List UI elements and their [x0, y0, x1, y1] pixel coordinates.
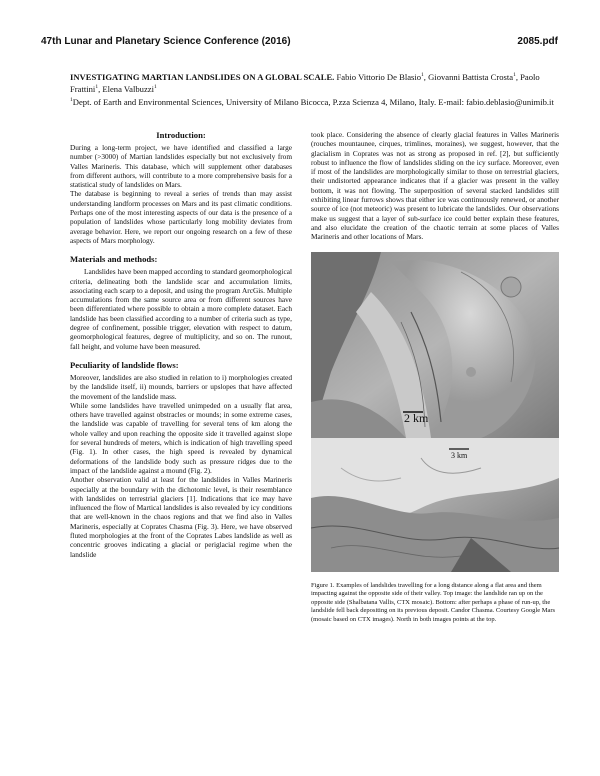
paragraph: took place. Considering the absence of clearly glacial features in Valles Marineris (rouches mountaunee, cirques, trimlines, moraines), we suggest, however, that the glacialism in Coprates was not as strong as proposed in ref. [2], but sufficiently robust to influence the flow of landslides sliding on the icy surface. Moreover, even if most of the landslides are morphologically similar to those on terrestrial glaciers, their undistorted appearance indicates that if a glacier was present in the valley bottom, it was not flowing. The superposition of several stacked landslides still exhibiting linear furrows shows that either ice was continuously renewed, or another source of ice (not meteoric) was present to lubricate the landslides. Our observations make us suggest that a layer of sub-surface ice could better explain these features, and also elucidate the creation of the chaotic terrain at some places of Valles Marineris and other locations of Mars. — [311, 130, 559, 242]
paragraph: Landslides have been mapped according to standard geomorphological criteria, delineating both the landslide scar and accumulation limits, associating each scarp to a deposit, and using the program ArcGis. Multiple accumulations from the same source area or from different sources have been differentiated where possible to obtain a more complete dataset. Each landslide has been classified according to a number of criteria such as type, degree of confinement, possible trigger, elevation with respect to datum, geomorphological features, degree of multiplicity, and so on. The runout, fall height, and volume have been measured. — [70, 267, 292, 351]
paragraph: Moreover, landslides are also studied in relation to i) morphologies created by the landslide itself, ii) mounds, barriers or upslopes that have affected the movement of the landslide mass. — [70, 372, 292, 401]
figure-caption: Figure 1. Examples of landslides travelling for a long distance along a flat area and them impacting against the opposite side of their valley. Top image: the landslide ran up on the opposite side (Shalbatana Vallis, CTX mosaic). Bottom: after perhaps a phase of run-up, the landslide fell back depositing on its previous deposit. Candor Chasma. Courtesy Google Mars (mosaic based on CTX images). North in both images points at the top. — [311, 581, 556, 623]
author: Fabio Vittorio De Blasio — [336, 72, 422, 82]
landslide-image-bottom — [311, 438, 559, 572]
conference-header: 47th Lunar and Planetary Science Conference (2016) — [41, 36, 291, 47]
landslide-image-top — [311, 252, 559, 438]
paragraph: The database is beginning to reveal a series of trends than may assist understanding landform processes on Mars and its past climatic conditions. Perhaps one of the most interesting aspects of our data is the presence of a population of landslides whose particularly long mobility deviates from average behavior. Here, we report our ongoing research on a few of these aspects of Mars morphology. — [70, 189, 292, 245]
introduction-heading: Introduction: — [156, 130, 206, 140]
author: Paolo Frattini — [70, 72, 540, 95]
paragraph: Another observation valid at least for the landslides in Valles Marineris especially at the boundary with the dichotomic level, is their resemblance with landslides on terrestrial glaciers [1]. Indications that ice may have influenced the flow of Martical landslides is also revealed by icy conditions that are well-known in the chaos regions and that we find also in Valles Marineris, especially at Coprates Chasma (Fig. 3). Here, we have observed fluted morphologies at the front of the Coprates Labes landslide as well as concentric grooves indicating a glacial or periglacial regime when the landslide — [70, 475, 292, 559]
materials-heading: Materials and methods: — [70, 254, 158, 265]
figure-top-image — [311, 252, 559, 438]
scale-label-bottom: 3 km — [451, 450, 468, 460]
paragraph: During a long-term project, we have identified and classified a large number (>3000) of Martian landslides especially but not exclusively from Valles Marineris. This database, which will supplement other databases from different authors, will contribute to a more comprehensive basis for a statistical study of landslides on Mars. — [70, 143, 292, 190]
left-column — [70, 130, 292, 559]
scale-label-top: 2 km — [404, 410, 429, 425]
figure-bottom-image — [311, 438, 559, 572]
paper-title: INVESTIGATING MARTIAN LANDSLIDES ON A GLOBAL SCALE. — [70, 72, 335, 82]
author: Elena Valbuzzi — [102, 84, 154, 95]
peculiarity-heading: Peculiarity of landslide flows: — [70, 359, 179, 370]
author: Giovanni Battista Crosta — [428, 72, 514, 82]
affiliation: Dept. of Earth and Environmental Sciences, University of Milano Bicocca, P.zza Scienza 4, Milano, Italy. E-mail: fabio.deblasio@unimib.it — [72, 96, 554, 107]
paper-id: 2085.pdf — [517, 36, 558, 47]
right-column — [311, 130, 559, 625]
author-list: Fabio Vittorio De Blasio$^1$, Giovanni Battista Crosta$^1$, Paolo Frattini$^1$, Elena Valbuzzi$^1$ — [70, 72, 540, 95]
paragraph: While some landslides have travelled unimpeded on a usually flat area, others have travelled against obstracles or mounds; in some extreme cases, the landslide was capable of travelling for several tens of km along the whole valley and upon reaching the opposite side it travelled against slope for several hundreds of meters, which is indication of high travelling speed (Fig. 1). In other cases, the high speed is revealed by dynamical deformations of the landslide body such as pressure ridges due to the impact of the landslide against a mound (Fig. 2). — [70, 400, 292, 475]
title-block: INVESTIGATING MARTIAN LANDSLIDES ON A GLOBAL SCALE. Fabio Vittorio De Blasio$^1$, Giovanni Battista Crosta$^1$, Paolo Frattini$^1$, Elena Valbuzzi$^1$ $^1$Dept. of Earth and Environmental Sciences, University of Milano Bicocca, P.zza Scienza 4, Milano, Italy. E-mail: fabio.deblasio@unimib.it — [70, 72, 554, 107]
